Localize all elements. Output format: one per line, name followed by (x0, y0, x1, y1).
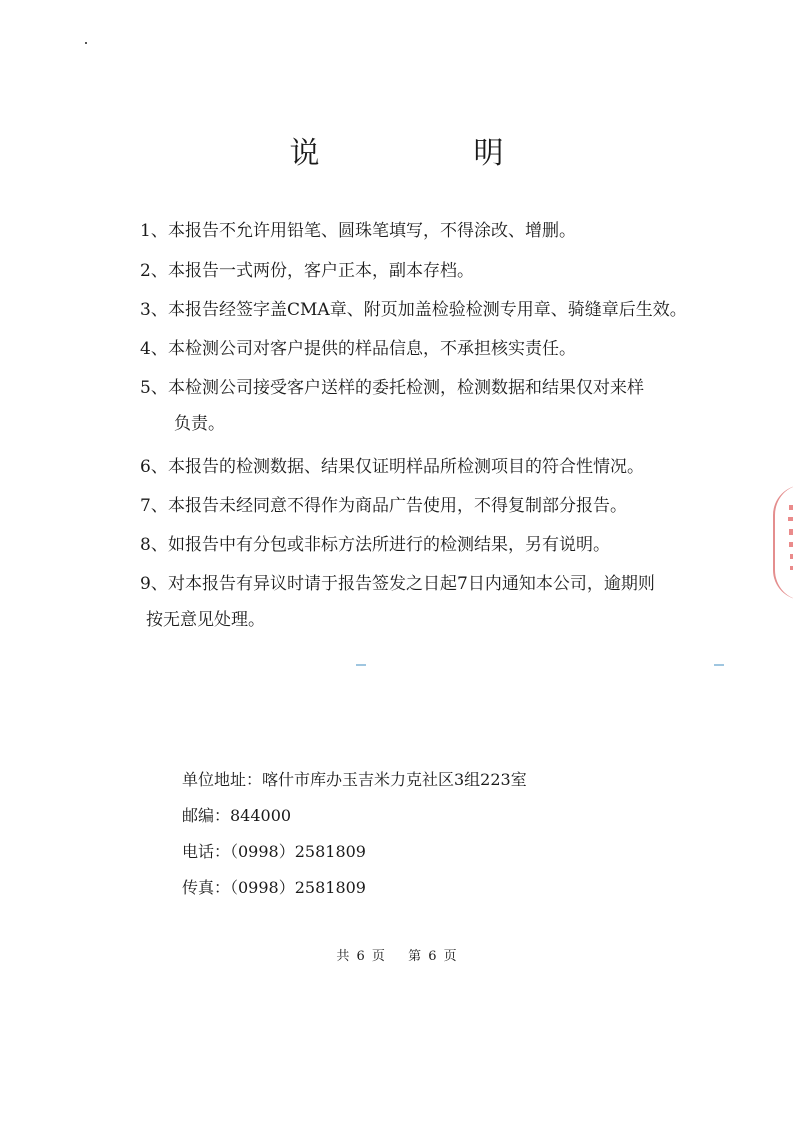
note-number: 5、 (140, 378, 168, 398)
note-text-continued: 负责。 (174, 414, 225, 434)
scan-speck (714, 664, 724, 666)
note-item (140, 220, 576, 242)
note-text: 如报告中有分包或非标方法所进行的检测结果，另有说明。 (168, 535, 610, 555)
contact-block (182, 768, 527, 912)
postcode-line: 邮编：844000 (182, 806, 292, 825)
scan-speck (356, 664, 366, 666)
note-text: 本报告未经同意不得作为商品广告使用，不得复制部分报告。 (168, 496, 627, 516)
note-text: 本检测公司接受客户送样的委托检测，检测数据和结果仅对来样 (168, 378, 644, 398)
note-text: 本报告经签字盖CMA章、附页加盖检验检测专用章、骑缝章后生效。 (168, 300, 687, 320)
note-text: 本报告一式两份，客户正本，副本存档。 (168, 261, 474, 281)
note-text: 本报告不允许用铅笔、圆珠笔填写，不得涂改、增删。 (168, 221, 576, 241)
note-number: 8、 (140, 535, 168, 555)
note-number: 3、 (140, 300, 168, 320)
note-item (140, 299, 687, 321)
note-item-continued (174, 413, 225, 435)
note-item (140, 260, 474, 282)
page-footer (0, 945, 793, 964)
note-number: 6、 (140, 457, 168, 477)
note-item-continued (146, 609, 265, 631)
address-line: 单位地址：喀什市库办玉吉米力克社区3组223室 (182, 770, 527, 789)
seal-stamp-edge (773, 485, 793, 600)
note-number: 2、 (140, 261, 168, 281)
note-number: 4、 (140, 339, 168, 359)
page-current: 第 6 页 (408, 949, 457, 964)
fax-line: 传真：（0998）2581809 (182, 878, 366, 897)
note-item (140, 534, 610, 556)
phone-line: 电话：（0998）2581809 (182, 842, 366, 861)
seal-stamp-icon (783, 485, 793, 595)
note-text: 本报告的检测数据、结果仅证明样品所检测项目的符合性情况。 (168, 457, 644, 477)
scan-dot (85, 42, 87, 44)
note-text: 对本报告有异议时请于报告签发之日起7日内通知本公司，逾期则 (168, 574, 655, 594)
note-text-continued: 按无意见处理。 (146, 610, 265, 630)
note-text: 本检测公司对客户提供的样品信息，不承担核实责任。 (168, 339, 576, 359)
note-item (140, 377, 644, 399)
note-item (140, 495, 627, 517)
note-item (140, 456, 644, 478)
page-total: 共 6 页 (336, 949, 385, 964)
note-number: 9、 (140, 574, 168, 594)
note-number: 1、 (140, 221, 168, 241)
page-title: 说 明 (289, 136, 566, 171)
note-item (140, 573, 655, 595)
note-number: 7、 (140, 496, 168, 516)
note-item (140, 338, 576, 360)
